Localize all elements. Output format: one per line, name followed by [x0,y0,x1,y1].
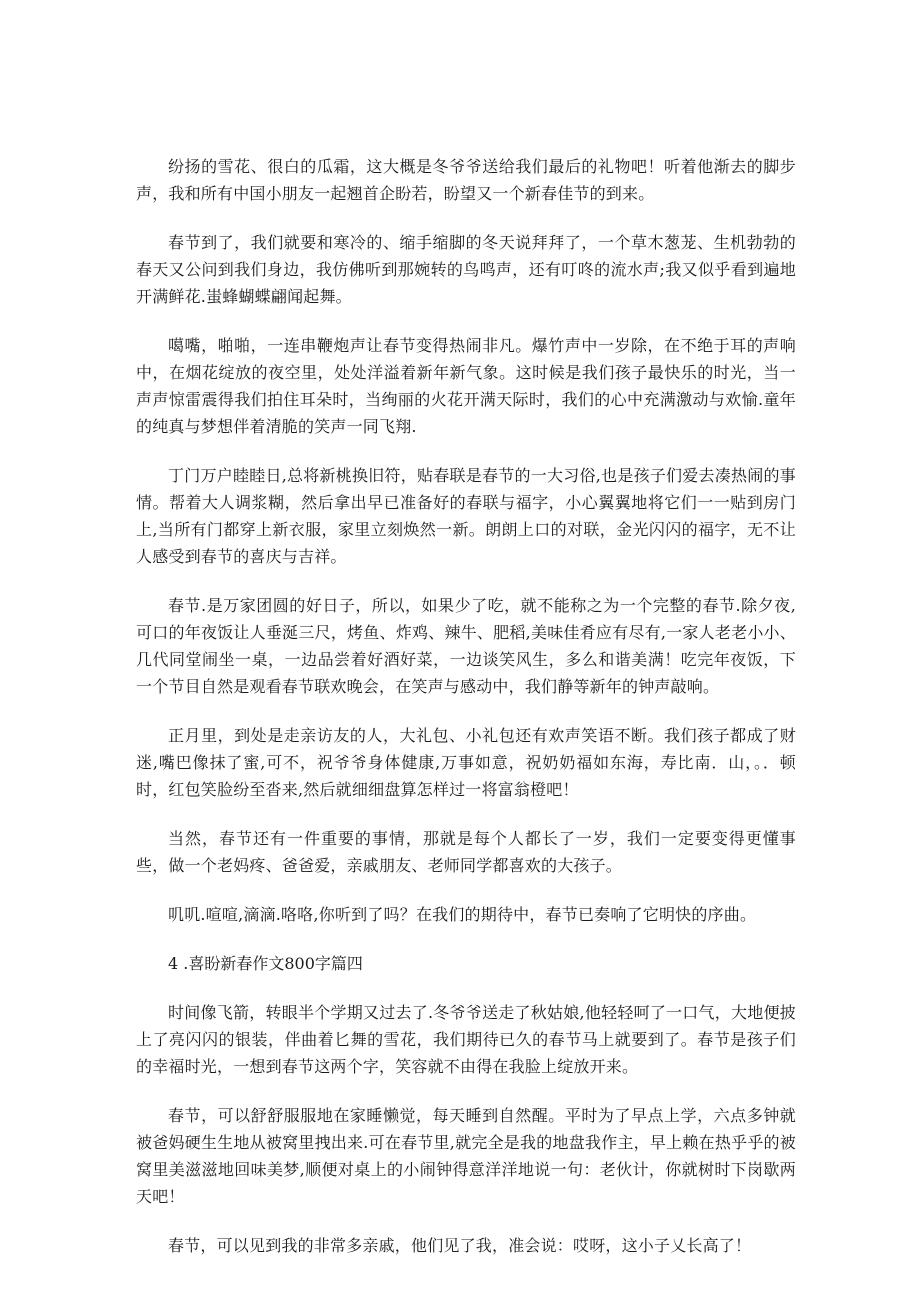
section-heading: 4 .喜盼新春作文800字篇四 [168,954,363,973]
paragraph-5: 春节.是万家团圆的好日子，所以，如果少了吃，就不能称之为一个完整的春节.除夕夜,可口的年夜饭让人垂涎三尺，烤鱼、炸鸡、辣牛、肥稻,美味佳肴应有尽有,一家人老老小小、几代同堂闹坐一桌，一边品尝着好酒好菜，一边谈笑风生，多么和谐美满！吃完年夜饭，下一个节目自然是观看春节联欢晚会，在笑声与感动中，我们静等新年的钟声敲响。 [136,596,796,696]
paragraph-10: 春节，可以舒舒服服地在家睡懒觉，每天睡到自然醒。平时为了早点上学，六点多钟就被爸妈硬生生地从被窝里拽出来.可在春节里,就完全是我的地盘我作主，早上赖在热乎乎的被窝里美滋滋地回味美梦,顺便对桌上的小闹钟得意洋洋地说一句：老伙计，你就树时下岗歇两天吧！ [136,1106,796,1206]
paragraph-6: 正月里，到处是走亲访友的人，大礼包、小礼包还有欢声笑语不断。我们孩子都成了财迷,嘴巴像抹了蜜,可不，祝爷爷身体健康,万事如意，祝奶奶福如东海，寿比南．山，。．顿时，红包笑脸纷至沓来,然后就细细盘算怎样过一将富翁橙吧！ [136,726,796,799]
paragraph-2: 春节到了，我们就要和寒冷的、缩手缩脚的冬天说拜拜了，一个草木葱茏、生机勃勃的春天又公问到我们身边，我仿佛听到那婉转的鸟鸣声，还有叮咚的流水声;我又似乎看到遍地开满鲜花.蚩蜂蝴蝶翩闻起舞。 [136,233,796,306]
paragraph-11: 春节，可以见到我的非常多亲戚，他们见了我，准会说：哎呀，这小子乂长高了！ [168,1236,752,1255]
paragraph-4: 丁门万户睦睦日,总将新桃换旧符，贴春联是春节的一大习俗,也是孩子们爱去凑热闹的事情。帮着大人调浆糊，然后拿出早已准备好的春联与福字，小心翼翼地将它们一一贴到房门上,当所有门都穿上新衣服，家里立刻焕然一新。朗朗上口的对联，金光闪闪的福字，无不让人感受到春节的喜庆与吉祥。 [136,466,796,566]
paragraph-7: 当然，春节还有一件重要的事情，那就是每个人都长了一岁，我们一定要变得更懂事些，做一个老妈疼、爸爸爱，亲戚朋友、老师同学都喜欢的大孩子。 [136,829,796,875]
document-body [136,153,796,1281]
paragraph-8: 叽叽.喧喧,滴滴.咯咯,你听到了吗？在我们的期待中，春节已奏响了它明快的序曲。 [168,905,757,924]
paragraph-9: 时间像飞箭，转眼半个学期又过去了.冬爷爷送走了秋姑娘,他轻轻呵了一口气，大地便披上了亮闪闪的银装，伴曲着匕舞的雪花，我们期待已久的春节马上就要到了。春节是孩子们的幸福时光，一想到春节这两个字，笑容就不由得在我脸上绽放开来。 [136,1003,796,1076]
paragraph-1: 纷扬的雪花、很白的瓜霜，这大概是冬爷爷送给我们最后的礼物吧！听着他渐去的脚步声，我和所有中国小朋友一起翘首企盼若，盼望又一个新春佳节的到来。 [136,157,796,203]
paragraph-3: 噶嘴，啪啪，一连串鞭炮声让春节变得热闹非凡。爆竹声中一岁除，在不绝于耳的声响中，在烟花绽放的夜空里，处处洋溢着新年新气象。这时候是我们孩子最快乐的时光，当一声声惊雷震得我们拍住耳朵时，当绚丽的火花开满天际时，我们的心中充满激动与欢愉.童年的纯真与梦想伴着清脆的笑声一同飞翔. [136,336,796,436]
